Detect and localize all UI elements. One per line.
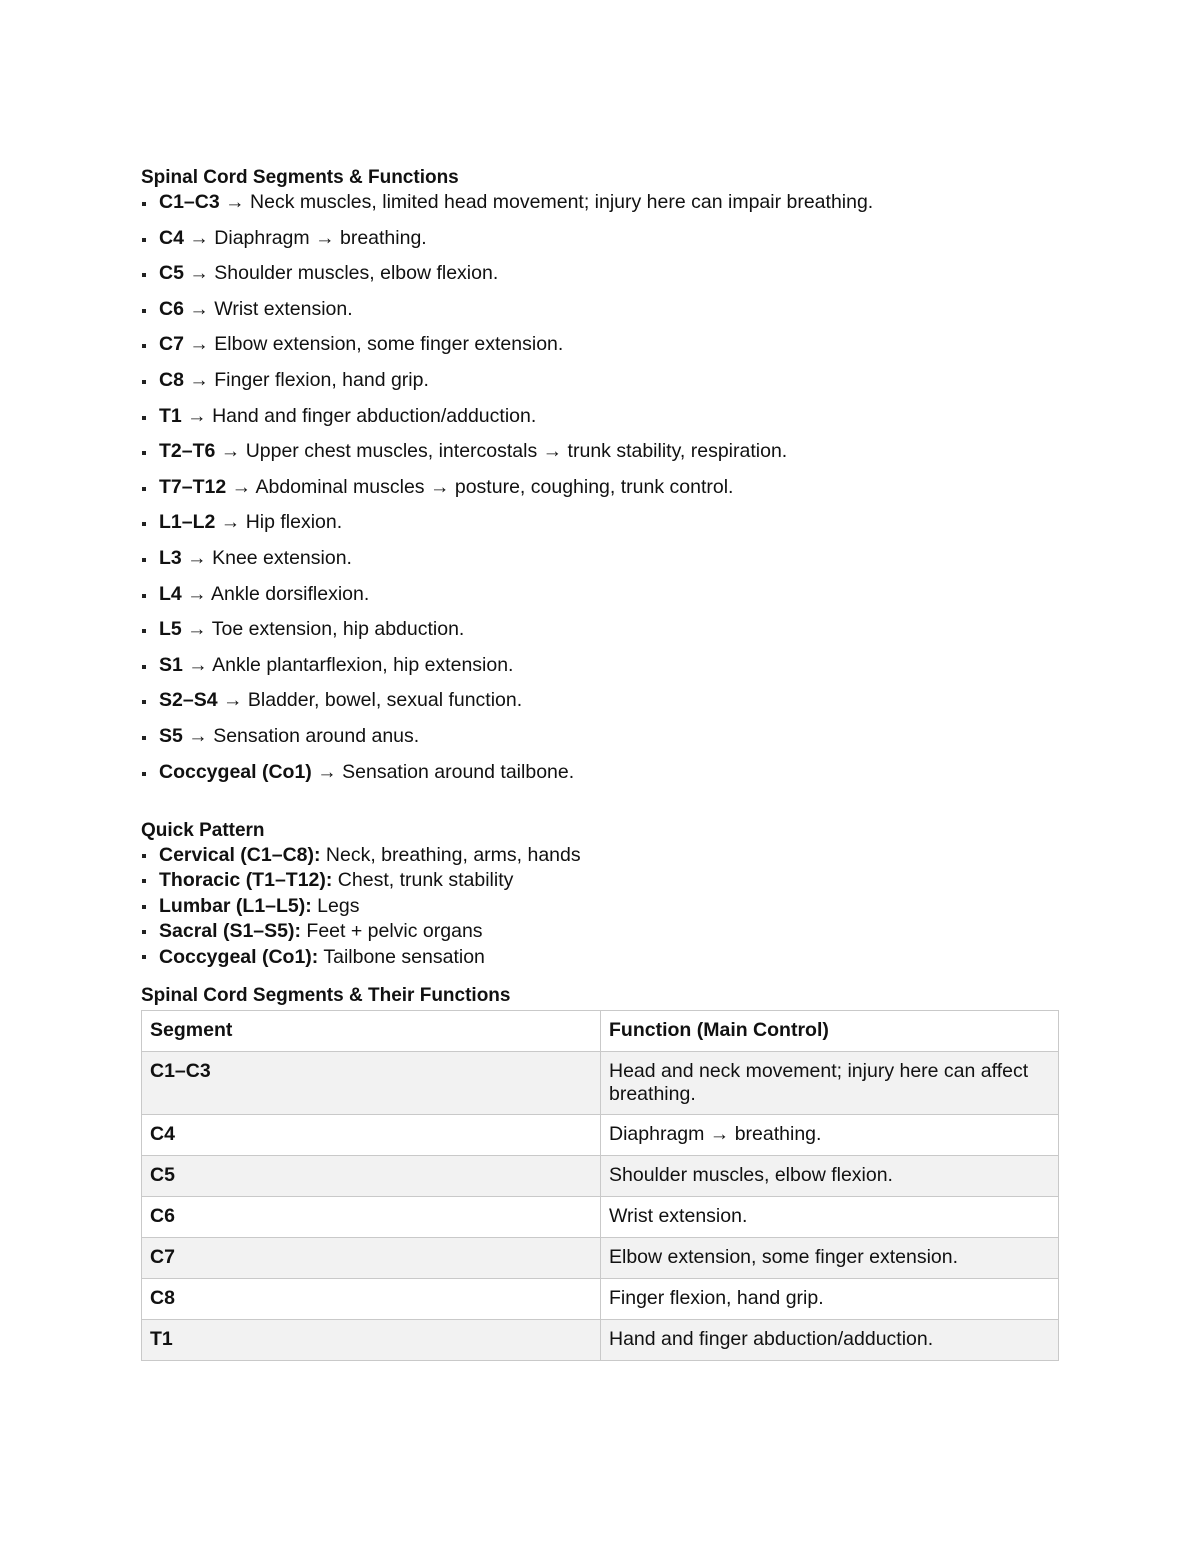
segment-label: T7–T12 — [159, 475, 227, 498]
list-item — [141, 724, 1059, 760]
segment-label: T1 — [159, 404, 182, 427]
function-cell: Elbow extension, some finger extension. — [601, 1238, 1059, 1279]
region-desc: Neck, breathing, arms, hands — [320, 844, 581, 867]
segment-label: C1–C3 — [159, 191, 220, 213]
segment-cell: C4 — [142, 1115, 601, 1156]
segment-label: C6 — [159, 297, 184, 320]
segment-label: T2–T6 — [159, 440, 216, 463]
segment-label: L4 — [159, 582, 182, 605]
segment-cell: T1 — [142, 1320, 601, 1361]
region-label: Thoracic (T1–T12): — [159, 869, 333, 892]
table-row — [142, 1115, 1059, 1156]
segment-cell: C1–C3 — [142, 1052, 601, 1115]
function-cell: Hand and finger abduction/adduction. — [601, 1320, 1059, 1361]
region-label: Lumbar (L1–L5): — [159, 894, 312, 917]
list-item — [141, 404, 1059, 440]
region-desc: Tailbone sensation — [318, 945, 485, 968]
list-item — [141, 261, 1059, 297]
list-item — [141, 226, 1059, 262]
list-item — [141, 868, 1059, 893]
list-item — [141, 475, 1059, 511]
column-header-function: Function (Main Control) — [601, 1011, 1059, 1052]
segment-label: S5 — [159, 724, 183, 747]
segment-desc: → Sensation around tailbone. — [311, 760, 575, 783]
segment-label: C7 — [159, 333, 184, 356]
segment-desc: → Wrist extension. — [183, 297, 353, 320]
list-item — [141, 688, 1059, 724]
section-title-segments-table: Spinal Cord Segments & Their Functions — [141, 985, 511, 1007]
segment-cell: C5 — [142, 1156, 601, 1197]
list-item — [141, 332, 1059, 368]
region-desc: Chest, trunk stability — [332, 869, 514, 892]
segment-desc: → Hand and finger abduction/adduction. — [181, 404, 537, 427]
segment-cell: C6 — [142, 1197, 601, 1238]
list-item — [141, 439, 1059, 475]
segments-table — [141, 1010, 1059, 1361]
function-cell: Shoulder muscles, elbow flexion. — [601, 1156, 1059, 1197]
column-header-segment: Segment — [142, 1011, 601, 1052]
function-cell: Wrist extension. — [601, 1197, 1059, 1238]
list-item — [141, 760, 1059, 796]
segment-label: C5 — [159, 262, 184, 285]
function-cell: Diaphragm → breathing. — [601, 1115, 1059, 1156]
segment-label: L5 — [159, 618, 182, 641]
segment-desc: → Neck muscles, limited head movement; injury here can impair breathing. — [219, 191, 874, 213]
segment-desc: → Knee extension. — [181, 546, 352, 569]
segment-label: S2–S4 — [159, 689, 218, 712]
segment-cell: C8 — [142, 1279, 601, 1320]
table-row — [142, 1052, 1059, 1115]
document-page — [141, 166, 1059, 1361]
function-cell: Finger flexion, hand grip. — [601, 1279, 1059, 1320]
region-desc: Legs — [311, 894, 360, 917]
segment-desc: → Bladder, bowel, sexual function. — [217, 689, 523, 712]
table-row — [142, 1156, 1059, 1197]
segment-desc: → Elbow extension, some finger extension. — [183, 333, 564, 356]
segment-desc: → Toe extension, hip abduction. — [181, 618, 465, 641]
list-item — [141, 297, 1059, 333]
list-item — [141, 843, 1059, 868]
list-item — [141, 368, 1059, 404]
segment-cell: C7 — [142, 1238, 601, 1279]
function-cell: Head and neck movement; injury here can affect breathing. — [601, 1052, 1059, 1115]
segments-list — [141, 190, 1059, 795]
table-row — [142, 1238, 1059, 1279]
region-label: Coccygeal (Co1): — [159, 945, 319, 968]
segment-label: S1 — [159, 653, 183, 676]
list-item — [141, 546, 1059, 582]
segment-desc: → Ankle plantarflexion, hip extension. — [182, 653, 514, 676]
segment-label: C8 — [159, 368, 184, 391]
segment-desc: → Sensation around anus. — [182, 724, 420, 747]
list-item — [141, 919, 1059, 944]
segment-desc: → Shoulder muscles, elbow flexion. — [183, 262, 499, 285]
segment-label: L1–L2 — [159, 511, 216, 534]
region-label: Sacral (S1–S5): — [159, 920, 301, 943]
quick-pattern-list — [141, 843, 1059, 970]
section-title-segments-functions: Spinal Cord Segments & Functions — [141, 167, 459, 188]
segment-desc: → Diaphragm → breathing. — [183, 226, 427, 249]
table-row — [142, 1320, 1059, 1361]
segment-label: Coccygeal (Co1) — [159, 760, 312, 783]
list-item — [141, 510, 1059, 546]
segment-label: C4 — [159, 226, 184, 249]
table-row — [142, 1197, 1059, 1238]
region-desc: Feet + pelvic organs — [301, 920, 483, 943]
segment-desc: → Upper chest muscles, intercostals → trunk stability, respiration. — [215, 440, 788, 463]
list-item — [141, 617, 1059, 653]
list-item — [141, 653, 1059, 689]
segment-desc: → Abdominal muscles → posture, coughing, trunk control. — [226, 475, 734, 498]
segment-desc: → Hip flexion. — [215, 511, 343, 534]
list-item — [141, 945, 1059, 970]
region-label: Cervical (C1–C8): — [159, 844, 321, 867]
section-title-quick-pattern: Quick Pattern — [141, 820, 265, 842]
list-item — [141, 894, 1059, 919]
table-row — [142, 1279, 1059, 1320]
segment-label: L3 — [159, 546, 182, 569]
list-item — [141, 582, 1059, 618]
segment-desc: → Ankle dorsiflexion. — [181, 582, 370, 605]
segment-desc: → Finger flexion, hand grip. — [183, 368, 429, 391]
list-item — [141, 190, 1059, 226]
table-header-row — [142, 1011, 1059, 1052]
